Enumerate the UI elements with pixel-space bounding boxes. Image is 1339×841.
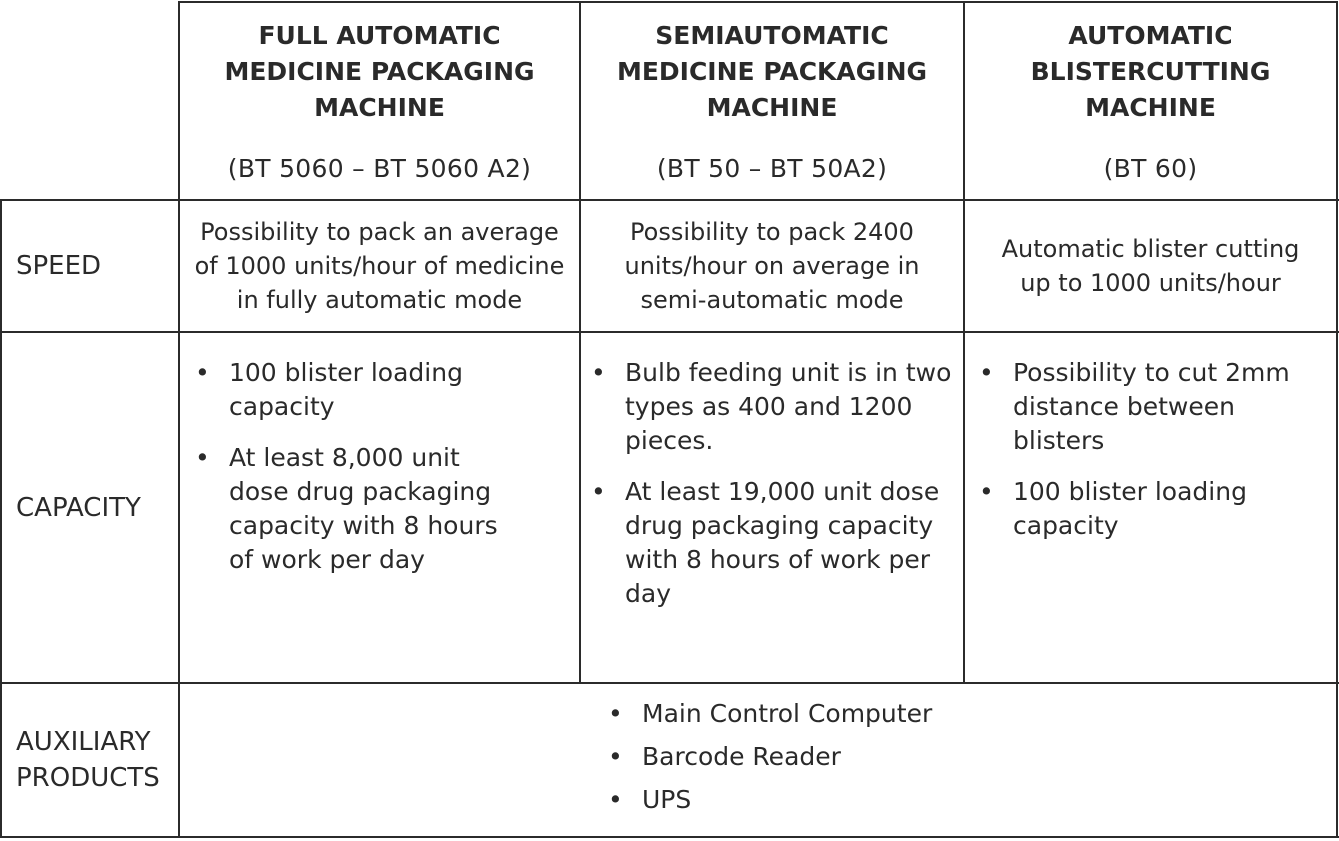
row-label-capacity <box>2 333 178 682</box>
list-item <box>608 735 1108 778</box>
bullet-icon: • <box>608 699 623 728</box>
row-label-text: CAPACITY <box>16 492 141 523</box>
speed-text <box>195 215 565 317</box>
speed-cell-semiautomatic <box>581 201 963 331</box>
speed-text-line: Possibility to pack an average <box>200 218 559 246</box>
list-item-line: drug packaging capacity <box>625 511 934 540</box>
column-title-line: BLISTERCUTTING <box>1030 57 1271 86</box>
column-header-blistercutting <box>965 3 1336 199</box>
bullet-icon: • <box>979 358 994 387</box>
speed-text-line: up to 1000 units/hour <box>1020 269 1281 297</box>
table-border-capacity-bottom <box>0 682 1339 684</box>
capacity-cell-full-automatic <box>195 356 575 594</box>
speed-text-line: units/hour on average in <box>624 252 920 280</box>
list-item-line: types as 400 and 1200 <box>625 392 913 421</box>
list-item-line: 100 blister loading <box>229 358 463 387</box>
column-title-line: MEDICINE PACKAGING <box>224 57 535 86</box>
bullet-icon: • <box>195 443 210 472</box>
auxiliary-products-cell <box>608 692 1108 821</box>
list-item-line: blisters <box>1013 426 1105 455</box>
list-item-line: dose drug packaging <box>229 477 492 506</box>
capacity-list <box>979 356 1333 543</box>
bullet-icon: • <box>195 358 210 387</box>
speed-text-line: Automatic blister cutting <box>1001 235 1300 263</box>
speed-text-line: semi-automatic mode <box>640 286 904 314</box>
row-label-line: AUXILIARY <box>16 727 151 757</box>
list-item-line: Possibility to cut 2mm <box>1013 358 1290 387</box>
table-border-right <box>1336 1 1338 838</box>
list-item-line: capacity with 8 hours <box>229 511 498 540</box>
capacity-cell-semiautomatic <box>591 356 959 628</box>
bullet-icon: • <box>979 477 994 506</box>
list-item-line: capacity <box>1013 511 1119 540</box>
speed-text-line: Possibility to pack 2400 <box>630 218 914 246</box>
speed-text <box>625 215 920 317</box>
capacity-cell-blistercutting <box>979 356 1333 560</box>
list-item <box>195 441 575 577</box>
bullet-icon: • <box>591 477 606 506</box>
list-item <box>591 475 959 611</box>
list-item-line: 100 blister loading <box>1013 477 1247 506</box>
capacity-list <box>591 356 959 611</box>
column-model: (BT 60) <box>1103 154 1198 183</box>
list-item <box>979 475 1333 543</box>
list-item <box>608 778 1108 821</box>
column-model: (BT 5060 – BT 5060 A2) <box>227 154 532 183</box>
column-title-line: SEMIAUTOMATIC <box>655 21 889 50</box>
speed-text-line: in fully automatic mode <box>236 286 523 314</box>
speed-cell-full-automatic <box>180 201 579 331</box>
row-label-line: PRODUCTS <box>16 763 160 793</box>
bullet-icon: • <box>608 785 623 814</box>
column-model: (BT 50 – BT 50A2) <box>656 154 888 183</box>
column-title-line: MEDICINE PACKAGING <box>616 57 928 86</box>
list-item-text: Barcode Reader <box>642 742 841 771</box>
speed-cell-blistercutting <box>965 201 1336 331</box>
list-item-line: distance between <box>1013 392 1235 421</box>
column-header-semiautomatic <box>581 3 963 199</box>
bullet-icon: • <box>608 742 623 771</box>
list-item-line: At least 8,000 unit <box>229 443 460 472</box>
list-item-line: with 8 hours of work per <box>625 545 931 574</box>
speed-text <box>1002 232 1300 300</box>
column-title-line: AUTOMATIC <box>1068 21 1233 50</box>
capacity-list <box>195 356 575 577</box>
list-item <box>195 356 575 424</box>
table-border-speed-bottom <box>0 331 1339 333</box>
column-title-line: MACHINE <box>314 93 445 122</box>
list-item <box>608 692 1108 735</box>
list-item-text: Main Control Computer <box>642 699 933 728</box>
list-item-line: of work per day <box>229 545 425 574</box>
list-item-line: Bulb feeding unit is in two <box>625 358 952 387</box>
list-item-line: pieces. <box>625 426 714 455</box>
column-header-full-automatic <box>180 3 579 199</box>
speed-text-line: of 1000 units/hour of medicine <box>194 252 565 280</box>
table-border-bottom <box>0 836 1339 838</box>
column-title-line: MACHINE <box>1085 93 1216 122</box>
row-label-auxiliary <box>2 684 178 836</box>
list-item-line: capacity <box>229 392 335 421</box>
list-item <box>979 356 1333 458</box>
row-label-text: SPEED <box>16 251 102 281</box>
row-label-text <box>16 724 160 796</box>
row-label-speed <box>2 201 178 331</box>
column-title-line: MACHINE <box>706 93 838 122</box>
list-item-text: UPS <box>642 785 692 814</box>
list-item-line: At least 19,000 unit dose <box>625 477 940 506</box>
column-title-line: FULL AUTOMATIC <box>258 21 501 50</box>
bullet-icon: • <box>591 358 606 387</box>
auxiliary-list <box>608 692 1108 821</box>
list-item <box>591 356 959 458</box>
list-item-line: day <box>625 579 671 608</box>
